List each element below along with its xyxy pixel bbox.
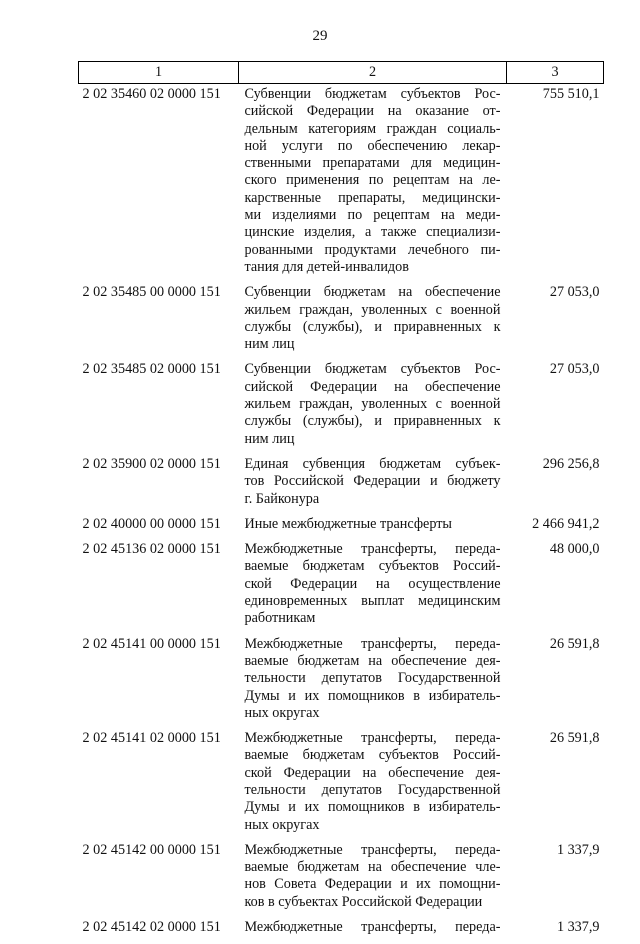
row-name-line: Межбюджетные трансферты, переда-	[245, 919, 501, 936]
row-name-line: тельности депутатов Государственной	[245, 782, 501, 799]
row-name-line: Субвенции бюджетам на обеспечение	[245, 284, 501, 301]
row-name	[239, 284, 507, 361]
row-amount: 296 256,8	[507, 456, 604, 516]
row-code: 2 02 45142 00 0000 151	[79, 842, 239, 919]
row-amount: 27 053,0	[507, 361, 604, 455]
row-name-line: Думы и их помощников в избиратель-	[245, 799, 501, 816]
table-row	[79, 456, 604, 516]
row-amount: 1 337,9	[507, 919, 604, 944]
row-code: 2 02 45141 00 0000 151	[79, 636, 239, 730]
row-name-line: жильем граждан, уволенных с военной	[245, 396, 501, 413]
row-code: 2 02 45136 02 0000 151	[79, 541, 239, 635]
row-name-line: Думы и их помощников в избиратель-	[245, 688, 501, 705]
row-name	[239, 516, 507, 541]
row-name-line: дельным категориям граждан социаль-	[245, 121, 501, 138]
row-name-line: ним лиц	[245, 431, 501, 448]
row-amount: 27 053,0	[507, 284, 604, 361]
row-code: 2 02 45141 02 0000 151	[79, 730, 239, 842]
row-name-line: ваемые бюджетам субъектов Россий-	[245, 747, 501, 764]
row-name-line: Субвенции бюджетам субъектов Рос-	[245, 361, 501, 378]
row-name-line: цинские изделия, а также специализи-	[245, 224, 501, 241]
table-row	[79, 84, 604, 285]
row-name-line: единовременных выплат медицинским	[245, 593, 501, 610]
table-row	[79, 730, 604, 842]
row-name-line: ского применения по рецептам на ле-	[245, 172, 501, 189]
row-name-line: Межбюджетные трансферты, переда-	[245, 636, 501, 653]
row-name-line: работникам	[245, 610, 501, 627]
row-code: 2 02 35485 02 0000 151	[79, 361, 239, 455]
row-name-line: службы (службы), и приравненных к	[245, 413, 501, 430]
row-name-line: сийской Федерации на оказание от-	[245, 103, 501, 120]
column-header-code: 1	[79, 62, 239, 84]
column-header-amount: 3	[507, 62, 604, 84]
row-name-line: ных округах	[245, 817, 501, 834]
table-row	[79, 541, 604, 635]
row-name	[239, 730, 507, 842]
row-name-line: Единая субвенция бюджетам субъек-	[245, 456, 501, 473]
row-code: 2 02 35485 00 0000 151	[79, 284, 239, 361]
column-header-name: 2	[239, 62, 507, 84]
table-row	[79, 842, 604, 919]
row-name-line: ваемые бюджетам на обеспечение чле-	[245, 859, 501, 876]
row-name	[239, 919, 507, 944]
row-name-line: службы (службы), и приравненных к	[245, 319, 501, 336]
row-name-line: Иные межбюджетные трансферты	[245, 516, 501, 533]
row-name	[239, 636, 507, 730]
table-row	[79, 361, 604, 455]
row-name	[239, 842, 507, 919]
row-name-line: ваемые бюджетам субъектов Россий-	[245, 558, 501, 575]
row-name	[239, 541, 507, 635]
row-name	[239, 84, 507, 285]
row-name-line: Межбюджетные трансферты, переда-	[245, 842, 501, 859]
row-amount: 26 591,8	[507, 730, 604, 842]
row-amount: 48 000,0	[507, 541, 604, 635]
row-name-line: г. Байконура	[245, 491, 501, 508]
row-amount: 2 466 941,2	[507, 516, 604, 541]
row-name-line: ми изделиями по рецептам на меди-	[245, 207, 501, 224]
row-name-line: Межбюджетные трансферты, переда-	[245, 730, 501, 747]
row-name	[239, 456, 507, 516]
row-name-line: ных округах	[245, 705, 501, 722]
row-name-line: ков в субъектах Российской Федерации	[245, 894, 501, 911]
row-amount: 1 337,9	[507, 842, 604, 919]
row-name-line: тания для детей-инвалидов	[245, 259, 501, 276]
row-name-line: Субвенции бюджетам субъектов Рос-	[245, 86, 501, 103]
row-name-line: карственные препараты, медицински-	[245, 190, 501, 207]
row-name-line: ственными препаратами для медицин-	[245, 155, 501, 172]
budget-table	[78, 61, 604, 944]
row-code: 2 02 45142 02 0000 151	[79, 919, 239, 944]
row-name-line: ним лиц	[245, 336, 501, 353]
row-name-line: жильем граждан, уволенных с военной	[245, 302, 501, 319]
table-header	[79, 62, 604, 84]
row-amount: 26 591,8	[507, 636, 604, 730]
row-code: 2 02 35460 02 0000 151	[79, 84, 239, 285]
row-name-line: Межбюджетные трансферты, переда-	[245, 541, 501, 558]
table-row	[79, 516, 604, 541]
row-code: 2 02 40000 00 0000 151	[79, 516, 239, 541]
page-number: 29	[0, 28, 640, 45]
row-name-line: ской Федерации на осуществление	[245, 576, 501, 593]
row-name-line: ваемые бюджетам на обеспечение дея-	[245, 653, 501, 670]
header-row	[79, 62, 604, 84]
row-name-line: рованными продуктами лечебного пи-	[245, 242, 501, 259]
row-name-line: ной услуги по обеспечению лекар-	[245, 138, 501, 155]
row-name-line: ской Федерации на обеспечение дея-	[245, 765, 501, 782]
row-name-line: сийской Федерации на обеспечение	[245, 379, 501, 396]
row-code: 2 02 35900 02 0000 151	[79, 456, 239, 516]
row-name-line: тов Российской Федерации и бюджету	[245, 473, 501, 490]
row-name	[239, 361, 507, 455]
table-row	[79, 636, 604, 730]
table-body	[79, 84, 604, 944]
table-row	[79, 284, 604, 361]
table-row	[79, 919, 604, 944]
row-amount: 755 510,1	[507, 84, 604, 285]
row-name-line: нов Совета Федерации и их помощни-	[245, 876, 501, 893]
row-name-line: тельности депутатов Государственной	[245, 670, 501, 687]
